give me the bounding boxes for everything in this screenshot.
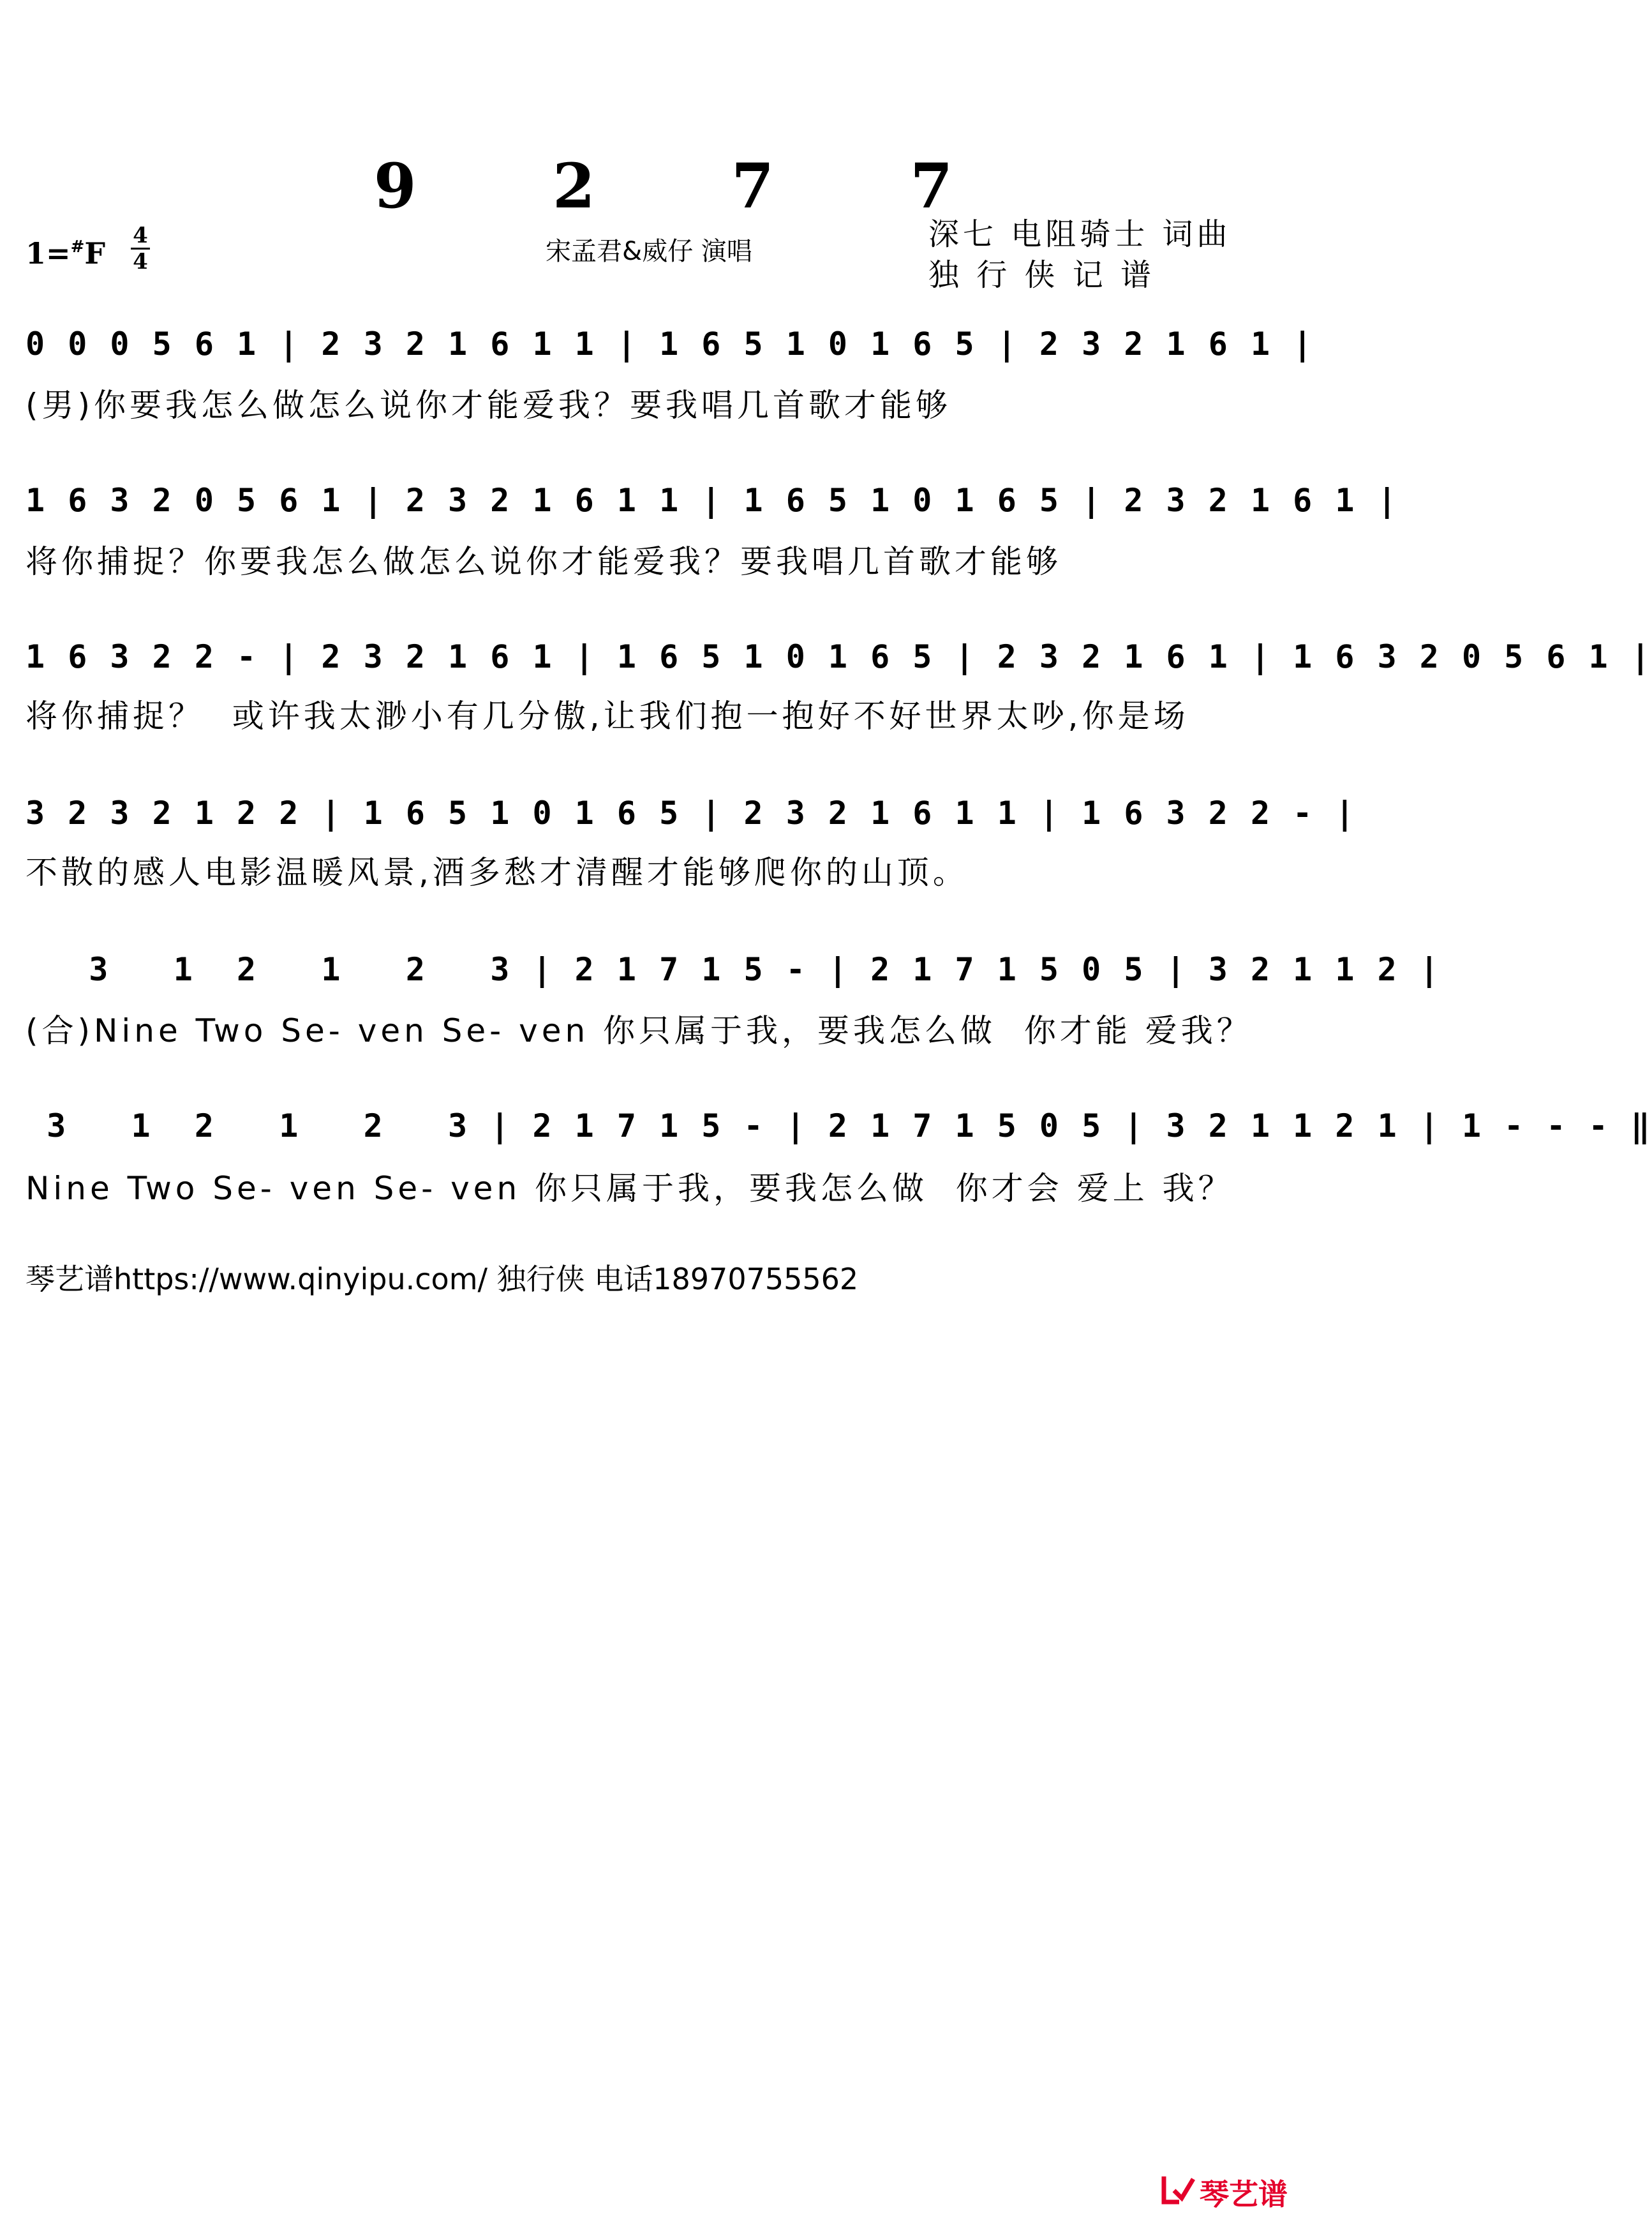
key-prefix: 1=	[26, 236, 71, 271]
notation-line-2: 1 6 3 2 0 5 6 1 | 2 3 2 1 6 1 1 | 1 6 5 1 0 1 6 5 | 2 3 2 1 6 1 |	[26, 482, 1399, 519]
lyrics-line-6: Nine Two Se- ven Se- ven 你只属于我，要我怎么做 你才会 爱上 我？	[26, 1170, 1234, 1207]
time-signature-top: 4	[133, 223, 148, 248]
time-signature	[131, 225, 150, 273]
brand-icon	[1160, 2171, 1196, 2207]
lyrics-line-4: 不散的感人电影温暖风景,酒多愁才清醒才能够爬你的山顶。	[26, 854, 969, 891]
lyrics-line-3: 将你捕捉？ 或许我太渺小有几分傲,让我们抱一抱好不好世界太吵,你是场	[26, 698, 1189, 735]
composer-credit: 深七 电阻骑士 词曲	[928, 216, 1232, 252]
lyrics-line-5: (合)Nine Two Se- ven Se- ven 你只属于我，要我怎么做 你才能 爱我？	[26, 1012, 1253, 1049]
singers-credit: 宋孟君&威仔 演唱	[546, 237, 752, 266]
brand-logo	[1160, 2171, 1294, 2212]
notation-line-6: 3 1 2 1 2 3 | 2 1 7 1 5 - | 2 1 7 1 5 0 5 | 3 2 1 1 2 1 | 1 - - - ‖	[26, 1107, 1652, 1144]
brand-text: 琴艺谱	[1200, 2177, 1288, 2212]
key-note: F	[84, 236, 106, 271]
footer-source: 琴艺谱https://www.qinyipu.com/ 独行侠 电话18970755562	[26, 1262, 859, 1296]
time-signature-bottom: 4	[133, 249, 148, 274]
transcriber-credit: 独 行 侠 记 谱	[928, 257, 1156, 293]
notation-line-4: 3 2 3 2 1 2 2 | 1 6 5 1 0 1 6 5 | 2 3 2 1 6 1 1 | 1 6 3 2 2 - |	[26, 795, 1357, 832]
lyrics-line-1: (男)你要我怎么做怎么说你才能爱我？要我唱几首歌才能够	[26, 387, 952, 424]
notation-line-3: 1 6 3 2 2 - | 2 3 2 1 6 1 | 1 6 5 1 0 1 6 5 | 2 3 2 1 6 1 | 1 6 3 2 0 5 6 1 |	[26, 638, 1652, 675]
lyrics-line-2: 将你捕捉？你要我怎么做怎么说你才能爱我？要我唱几首歌才能够	[26, 543, 1062, 580]
sharp-sign: #	[70, 237, 85, 257]
key-signature	[26, 236, 105, 271]
page-title: 9 2 7 7	[373, 150, 1011, 222]
notation-line-5: 3 1 2 1 2 3 | 2 1 7 1 5 - | 2 1 7 1 5 0 5 | 3 2 1 1 2 |	[26, 951, 1441, 988]
notation-line-1: 0 0 0 5 6 1 | 2 3 2 1 6 1 1 | 1 6 5 1 0 1 6 5 | 2 3 2 1 6 1 |	[26, 326, 1314, 363]
